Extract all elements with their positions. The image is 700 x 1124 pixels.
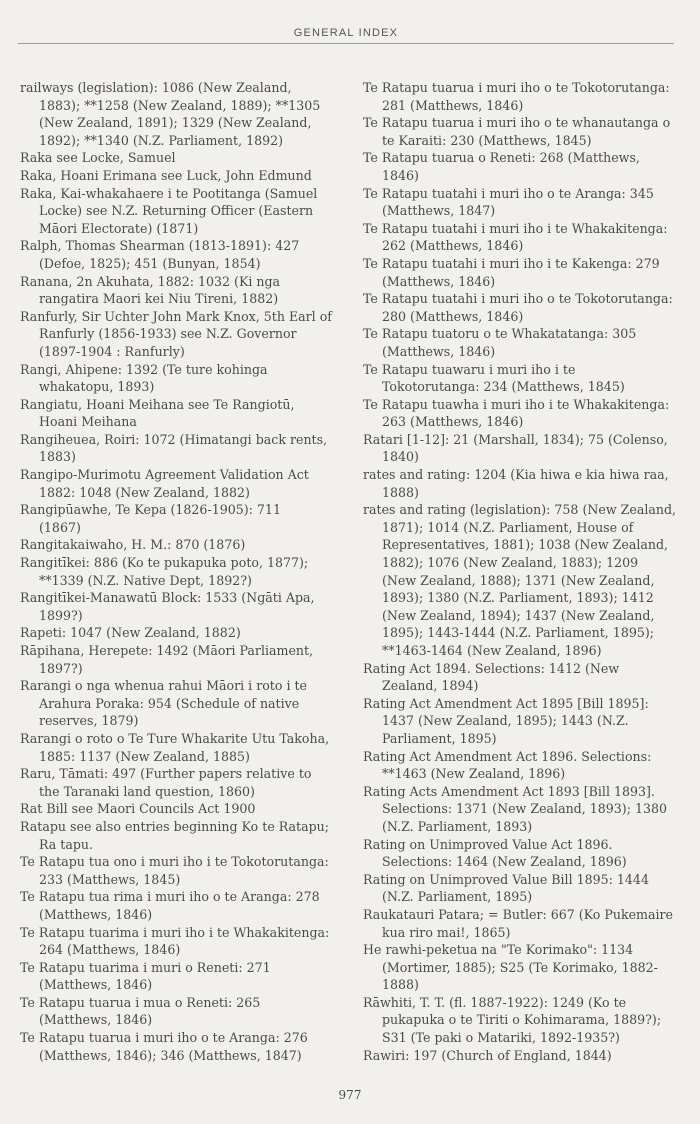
index-entry-text: Te Ratapu tuarima i muri iho i te Whakakitenga: 264 (Matthews, 1846) [20,924,330,958]
index-entry-text: Te Ratapu tua ono i muri iho i te Tokotorutanga: 233 (Matthews, 1845) [20,854,329,887]
index-entry [20,308,338,361]
index-entry-text: Te Ratapu tuarua i muri iho o te whanautanga o te Karaiti: 230 (Matthews, 1845) [363,115,671,148]
index-entry [20,167,338,185]
index-entry-text: Rating Act 1894. Selections: 1412 (New Zealand, 1894) [363,660,620,694]
index-entry-text: Rating on Unimproved Value Act 1896. Selections: 1464 (New Zealand, 1896) [363,836,627,870]
index-entry [363,255,683,290]
index-entry [363,994,683,1047]
index-entry [363,149,683,184]
index-entry-text: Ranfurly, Sir Uchter John Mark Knox, 5th Earl of Ranfurly (1856-1933) see N.Z. Governor (1897-1904 : Ranfurly) [20,308,332,359]
index-entry-text: Te Ratapu tuarua i muri iho o te Aranga: 276 (Matthews, 1846); 346 (Matthews, 1847) [20,1030,308,1063]
index-entry-text: Rangiatu, Hoani Meihana see Te Rangiotū, Hoani Meihana [20,396,295,430]
index-entry [20,149,338,167]
index-entry [363,114,683,149]
index-entry-text: Te Ratapu tuarima i muri o Reneti: 271 (Matthews, 1846) [20,959,271,993]
index-entry-text: Raukatauri Patara; = Butler: 667 (Ko Pukemaire kua riro mai!, 1865) [363,906,673,940]
index-entry-text: rates and rating (legislation): 758 (New Zealand, 1871); 1014 (N.Z. Parliament, House of Representatives, 1881); 1038 (New Zealand, 1882); 1076 (New Zealand, 1883); 1209 (New Zealand, 1888); 1371 (New Zealand, 1893); 1380 (N.Z. Parliament, 1893); 1412 (New Zealand, 1894); 1437 (New Zealand, 1895); 1443-1444 (N.Z. Parliament, 1895); **1463-1464 (New Zealand, 1896) [363,502,677,658]
index-entry-text: Te Ratapu tuatahi i muri iho o te Tokotorutanga: 280 (Matthews, 1846) [363,291,673,324]
index-entry-text: Raka, Kai-whakahaere i te Pootitanga (Samuel Locke) see N.Z. Returning Officer (Eastern Māori Electorate) (1871) [20,185,318,236]
index-entry-text: Rat Bill see Maori Councils Act 1900 [20,801,256,817]
index-entry [363,361,683,396]
index-entry [20,959,338,994]
index-entry-text: Rāwhiti, T. T. (fl. 1887-1922): 1249 (Ko te pukapuka o te Tiriti o Kohimarama, 1889?); S31 (Te paki o Matariki, 1892-1935?) [363,994,662,1046]
index-entry-text: Rawiri: 197 (Church of England, 1844) [363,1047,612,1063]
index-entry-text: Rating Act Amendment Act 1895 [Bill 1895]: 1437 (New Zealand, 1895); 1443 (N.Z. Parliament, 1895) [363,695,649,746]
index-entry-text: Te Ratapu tuatahi i muri iho i te Whakakitenga: 262 (Matthews, 1846) [363,220,668,254]
right-index-column [363,79,683,1064]
index-entry [363,660,683,695]
index-entry-text: Ralph, Thomas Shearman (1813-1891): 427 (Defoe, 1825); 451 (Bunyan, 1854) [20,238,300,271]
index-entry [20,730,338,765]
index-entry-text: Rarangi o roto o Te Ture Whakarite Utu Takoha, 1885: 1137 (New Zealand, 1885) [20,730,330,764]
index-entry [363,1047,683,1065]
index-entry-text: Rangipo-Murimotu Agreement Validation Act 1882: 1048 (New Zealand, 1882) [20,467,309,500]
index-entry-text: Rating Acts Amendment Act 1893 [Bill 1893]. Selections: 1371 (New Zealand, 1893); 1380 (N.Z. Parliament, 1893) [363,783,668,834]
index-entry-text: Rangitīkei-Manawatū Block: 1533 (Ngāti Apa, 1899?) [20,590,315,623]
index-entry [20,501,338,536]
index-entry [20,642,338,677]
index-entry [20,273,338,308]
index-entry [20,853,338,888]
page-number: 977 [338,1088,362,1102]
header-rule [18,43,674,44]
index-entry [363,906,683,941]
index-entry-text: He rawhi-peketua na "Te Korimako": 1134 (Mortimer, 1885); S25 (Te Korimako, 1882- 1888) [363,942,658,993]
index-entry-text: Rangitīkei: 886 (Ko te pukapuka poto, 1877); **1339 (N.Z. Native Dept, 1892?) [20,555,309,588]
index-entry-text: Te Ratapu tuatahi i muri iho o te Aranga: 345 (Matthews, 1847) [363,185,654,219]
index-entry [20,79,338,149]
index-entry-text: Te Ratapu tua rima i muri iho o te Aranga: 278 (Matthews, 1846) [20,889,320,922]
index-entry-text: rates and rating: 1204 (Kia hiwa e kia hiwa raa, 1888) [363,467,669,500]
index-entry [363,501,683,659]
index-entry-text: Rarangi o nga whenua rahui Māori i roto i te Arahura Poraka: 954 (Schedule of native reserves, 1879) [20,678,307,729]
index-entry [20,185,338,238]
index-entry [363,783,683,836]
index-entry-text: Te Ratapu tuarua o Reneti: 268 (Matthews, 1846) [363,150,640,183]
index-entry [20,466,338,501]
index-entry-text: Ratapu see also entries beginning Ko te Ratapu; Ra tapu. [20,818,330,852]
index-entry [20,800,338,818]
index-entry-text: Rangi, Ahipene: 1392 (Te ture kohinga whakatopu, 1893) [20,361,268,395]
index-entry [20,237,338,272]
index-entry-text: Te Ratapu tuawaru i muri iho i te Tokotorutanga: 234 (Matthews, 1845) [363,361,625,395]
index-entry [363,695,683,748]
index-entry-text: Rating on Unimproved Value Bill 1895: 1444 (N.Z. Parliament, 1895) [363,871,649,905]
index-entry [363,185,683,220]
index-entry [20,994,338,1029]
index-entry [20,924,338,959]
index-entry-text: Rangiheuea, Roiri: 1072 (Himatangi back rents, 1883) [20,431,328,465]
index-entry-text: Ratari [1-12]: 21 (Marshall, 1834); 75 (Colenso, 1840) [363,431,668,465]
index-entry [363,431,683,466]
index-entry-text: Te Ratapu tuawha i muri iho i te Whakakitenga: 263 (Matthews, 1846) [363,396,670,430]
index-entry [20,536,338,554]
index-entry [363,466,683,501]
index-entry [363,220,683,255]
index-entry-text: Raka see Locke, Samuel [20,150,176,166]
index-entry [20,888,338,923]
index-entry [363,79,683,114]
index-entry-text: Rating Act Amendment Act 1896. Selections: **1463 (New Zealand, 1896) [363,748,652,782]
index-entry [363,325,683,360]
index-entry [363,836,683,871]
index-entry [363,748,683,783]
index-entry-text: Te Ratapu tuatahi i muri iho i te Kakenga: 279 (Matthews, 1846) [363,255,660,289]
index-entry [363,290,683,325]
index-entry [20,361,338,396]
index-entry [20,677,338,730]
index-entry [363,941,683,994]
index-entry-text: Rāpihana, Herepete: 1492 (Māori Parliament, 1897?) [20,643,314,676]
index-entry [363,871,683,906]
index-entry-text: Rangipūawhe, Te Kepa (1826-1905): 711 (1867) [20,502,281,535]
index-entry [20,1029,338,1064]
index-entry [20,554,338,589]
index-entry-text: Rapeti: 1047 (New Zealand, 1882) [20,625,241,641]
index-entry-text: Te Ratapu tuatoru o te Whakatatanga: 305 (Matthews, 1846) [363,326,637,359]
index-entry [20,818,338,853]
index-entry [20,396,338,431]
index-entry-text: railways (legislation): 1086 (New Zealand, 1883); **1258 (New Zealand, 1889); **1305 (New Zealand, 1891); 1329 (New Zealand, 1892); **1340 (N.Z. Parliament, 1892) [20,80,321,148]
index-entry [363,396,683,431]
index-entry-text: Raka, Hoani Erimana see Luck, John Edmund [20,167,312,183]
index-entry [20,589,338,624]
index-entry [20,624,338,642]
running-header: GENERAL INDEX [293,27,399,39]
index-entry [20,765,338,800]
index-entry-text: Raru, Tāmati: 497 (Further papers relative to the Taranaki land question, 1860) [20,766,312,799]
index-entry-text: Ranana, 2n Akuhata, 1882: 1032 (Ki nga rangatira Maori kei Niu Tireni, 1882) [20,273,281,307]
left-index-column [20,79,338,1064]
index-entry-text: Te Ratapu tuarua i muri iho o te Tokotorutanga: 281 (Matthews, 1846) [363,80,670,113]
index-entry-text: Rangitakaiwaho, H. M.: 870 (1876) [20,537,246,553]
index-entry [20,431,338,466]
index-entry-text: Te Ratapu tuarua i mua o Reneti: 265 (Matthews, 1846) [20,994,261,1028]
